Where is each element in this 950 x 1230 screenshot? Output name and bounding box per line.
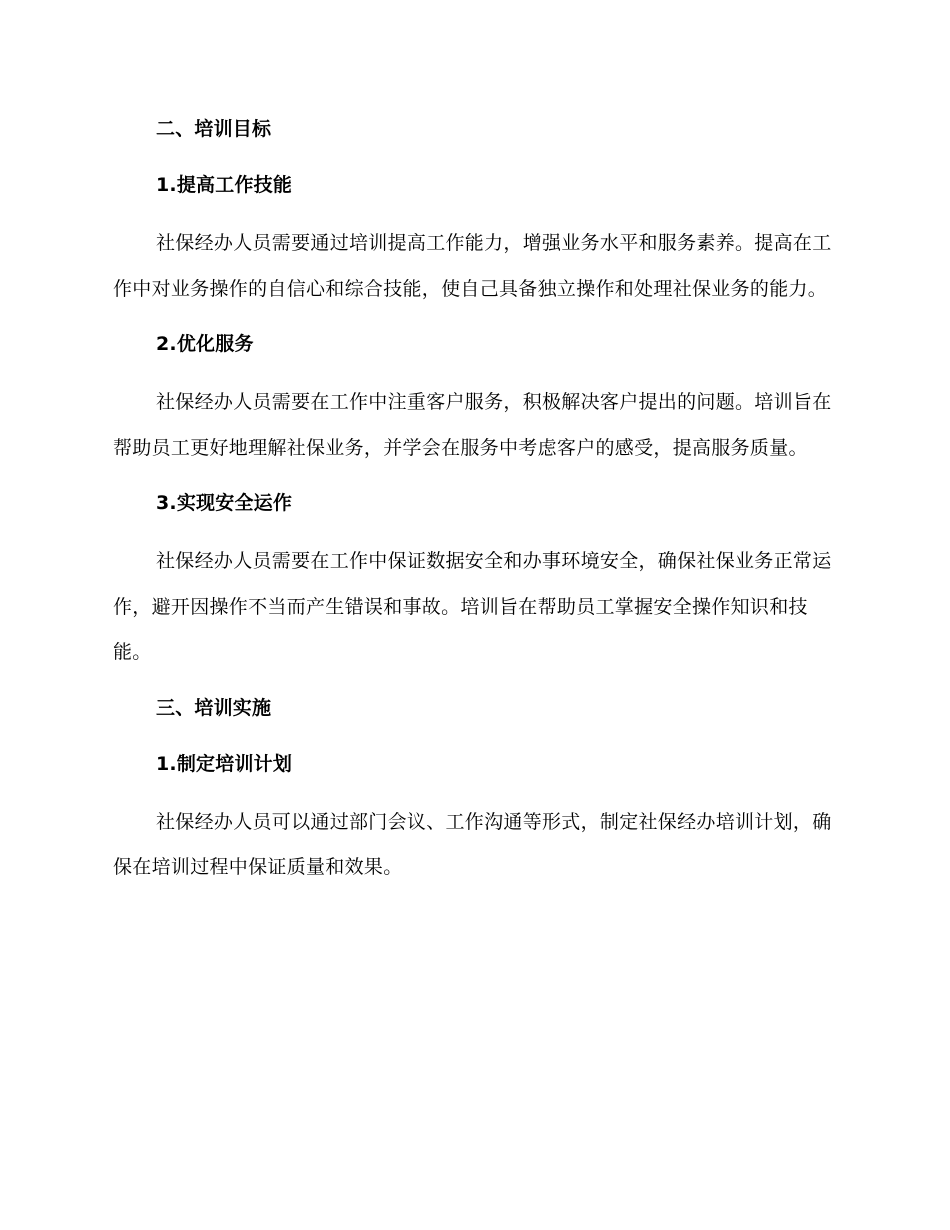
paragraph-improve-skills: 社保经办人员需要通过培训提高工作能力，增强业务水平和服务素养。提高在工作中对业务操作的自信心和综合技能，使自己具备独立操作和处理社保业务的能力。 [113,232,832,300]
subheading-training-plan: 1.制定培训计划 [156,752,293,775]
subheading-improve-skills: 1.提高工作技能 [156,174,293,196]
paragraph-optimize-service: 社保经办人员需要在工作中注重客户服务，积极解决客户提出的问题。培训旨在帮助员工更好地理解社保业务，并学会在服务中考虑客户的感受，提高服务质量。 [113,391,832,459]
document-body [113,109,833,903]
paragraph-training-plan: 社保经办人员可以通过部门会议、工作沟通等形式，制定社保经办培训计划，确保在培训过程中保证质量和效果。 [113,810,832,878]
paragraph-safe-operation: 社保经办人员需要在工作中保证数据安全和办事环境安全，确保社保业务正常运作，避开因操作不当而产生错误和事故。培训旨在帮助员工掌握安全操作知识和技能。 [113,550,832,663]
subheading-optimize-service: 2.优化服务 [156,333,254,355]
section-heading-training-implementation: 三、培训实施 [156,696,272,719]
section-heading-training-goals: 二、培训目标 [156,118,272,140]
subheading-safe-operation: 3.实现安全运作 [156,492,293,514]
